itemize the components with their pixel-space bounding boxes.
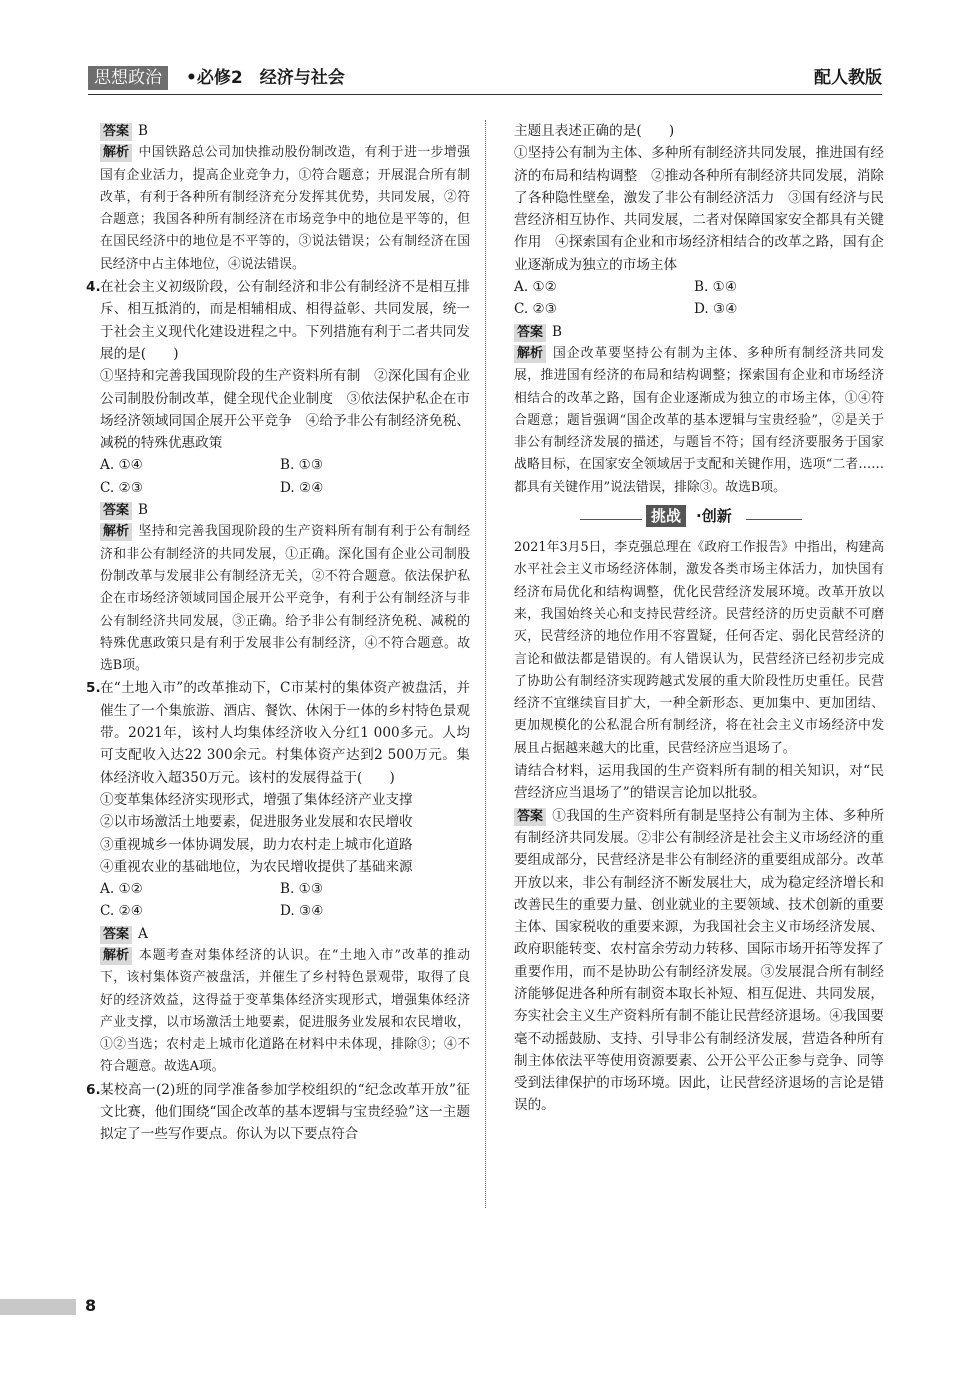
statement-1: ①变革集体经济实现形式，增强了集体经济产业支撑 bbox=[100, 791, 413, 808]
question-4 bbox=[86, 276, 470, 499]
page-header bbox=[88, 64, 882, 95]
answer-value: B bbox=[552, 323, 563, 340]
statement-3: ③重视城乡一体协调发展，助力农村走上城市化道路 bbox=[100, 836, 413, 853]
answer-value: B bbox=[138, 123, 149, 139]
option-a: A. ①② bbox=[100, 881, 143, 898]
question-stem: 在“土地入市”的改革推动下，C市某村的集体资产被盘活，并催生了一个集旅游、酒店、餐饮、休闲于一体的乡村特色景观带。2021年，该村人均集体经济收入分红1 000多元。人均可支配收入达22 300余元。村集体资产达到2 500万元。集体经济收入超350万元。该村的发展得益于( ) bbox=[100, 680, 470, 786]
analysis-text: 本题考查对集体经济的认识。在“土地入市”改革的推动下，该村集体资产被盘活，并催生了乡村特色景观带，取得了良好的经济效益，这得益于变革集体经济实现形式，增强集体经济产业支撑，以市场激活土地要素，促进服务业发展和农民增收，①②当选；农村走上城市化道路在材料中未体现，排除③；④不符合题意。故选A项。 bbox=[100, 947, 470, 1075]
header-rule-right bbox=[746, 519, 802, 520]
challenge-section-header bbox=[514, 503, 884, 533]
answer-tag: 答案 bbox=[100, 502, 132, 520]
answer-tag: 答案 bbox=[100, 926, 132, 944]
q6-answer bbox=[514, 321, 884, 343]
options-row bbox=[514, 276, 884, 298]
options-row bbox=[514, 298, 884, 320]
question-number: 4. bbox=[86, 279, 101, 296]
q4-answer bbox=[86, 499, 470, 521]
q6-items: ①坚持公有制为主体、多种所有制经济共同发展，推进国有经济的布局和结构调整 ②推动各种所有制经济共同发展，消除了各种隐性壁垒，激发了非公有制经济活力 ③国有经济与民营经济相互协作、共同发展，二者对保障国家安全都具有关键作用 ④探索国有企业和市场经济相结合的改革之路，国有企业逐渐成为独立的市场主体 bbox=[514, 145, 884, 273]
q5-answer bbox=[86, 923, 470, 945]
statement-2: ②以市场激活土地要素，促进服务业发展和农民增收 bbox=[100, 814, 413, 831]
q6-stem-end: 主题且表述正确的是( ) bbox=[514, 123, 675, 139]
innovation-label: ·创新 bbox=[696, 507, 732, 526]
analysis-tag: 解析 bbox=[100, 947, 132, 965]
question-number: 5. bbox=[86, 680, 101, 697]
challenge-badge: 挑战 bbox=[646, 505, 686, 527]
question-6 bbox=[86, 1079, 470, 1146]
answer-text: ①我国的生产资料所有制是坚持公有制为主体、多种所有制经济共同发展。②非公有制经济是社会主义市场经济的重要组成部分，民营经济是非公有制经济的重要组成部分。改革开放以来，非公有制经济不断发展壮大，成为稳定经济增长和改善民生的重要力量、创业就业的主要领域、技术创新的重要主体、国家税收的重要来源，为我国社会主义市场经济发展、政府职能转变、农村富余劳动力转移、国际市场开拓等发挥了重要作用，而不是协助公有制经济发展。③发展混合所有制经济能够促进各种所有制资本取长补短、相互促进、共同发展，夯实社会主义生产资料所有制不能让民营经济退场。④我国要毫不动摇鼓励、支持、引导非公有制经济发展，营造各种所有制主体依法平等使用资源要素、公开公平公正参与竞争、同等受到法律保护的市场环境。因此，让民营经济退场的言论是错误的。 bbox=[514, 807, 884, 1114]
q3-analysis bbox=[86, 142, 470, 276]
option-c: C. ②③ bbox=[514, 301, 557, 318]
subject-badge: 思想政治 bbox=[88, 66, 168, 90]
question-stem: 某校高一(2)班的同学准备参加学校组织的“纪念改革开放”征文比赛，他们围绕“国企改革的基本逻辑与宝贵经验”这一主题拟定了一些写作要点。你认为以下要点符合 bbox=[100, 1081, 470, 1143]
statement-4: ④重视农业的基础地位，为农民增收提供了基础来源 bbox=[100, 858, 413, 875]
options-row bbox=[100, 477, 470, 499]
challenge-material: 2021年3月5日，李克强总理在《政府工作报告》中指出，构建高水平社会主义市场经济体制，激发各类市场主体活力，加快国有经济布局优化和结构调整，优化民营经济发展环境。改革开放以来，我国始终关心和支持民营经济。民营经济的历史贡献不可磨灭，民营经济的地位作用不容置疑，任何否定、弱化民营经济的言论和做法都是错误的。有人错误认为，民营经济已经初步完成了协助公有制经济实现跨越式发展的重大阶段性历史重任。民营经济不宜继续盲目扩大，一种全新形态、更加集中、更加团结、更加规模化的公私混合所有制经济，将在社会主义市场经济中发展且占据越来越大的比重，民营经济应当退场了。 bbox=[514, 540, 884, 756]
option-d: D. ②④ bbox=[280, 479, 324, 496]
option-c: C. ②④ bbox=[100, 903, 143, 920]
q4-analysis bbox=[86, 521, 470, 677]
answer-tag: 答案 bbox=[514, 324, 546, 342]
q3-answer bbox=[86, 120, 470, 142]
option-b: B. ①④ bbox=[694, 279, 738, 296]
question-5 bbox=[86, 677, 470, 922]
analysis-tag: 解析 bbox=[514, 345, 546, 363]
analysis-text: 中国铁路总公司加快推动股份制改造，有利于进一步增强国有企业活力，提高企业竞争力，①符合题意；开展混合所有制改革，有利于各种所有制经济充分发挥其优势，共同发展，②符合题意；我国各种所有制经济在市场竞争中的地位是平等的，但在国民经济中的地位是不平等的，③说法错误；公有制经济在国民经济中占主体地位，④说法错误。 bbox=[100, 145, 470, 272]
page-number: 8 bbox=[85, 1296, 97, 1315]
answer-value: B bbox=[138, 502, 149, 519]
analysis-tag: 解析 bbox=[100, 523, 132, 541]
analysis-text: 国企改革要坚持公有制为主体、多种所有制经济共同发展，推进国有经济的布局和结构调整；探索国有企业和市场经济相结合的改革之路，国有企业逐渐成为独立的市场主体，①④符合题意；题旨强调“国企改革的基本逻辑与宝贵经验”，②是关于非公有制经济发展的描述，与题旨不符；国有经济要服务于国家战略目标，在国家安全领域居于支配和关键作用，选项“二者……都具有关键作用”说法错误，排除③。故选B项。 bbox=[514, 345, 884, 495]
option-c: C. ②③ bbox=[100, 479, 143, 496]
q5-analysis bbox=[86, 945, 470, 1079]
analysis-text: 坚持和完善我国现阶段的生产资料所有制有利于公有制经济和非公有制经济的共同发展，①正确。深化国有企业公司制股份制改革与发展非公有制经济无关，②不符合题意。依法保护私企在市场经济领域同国企展开公平竞争，有利于公有制经济与非公有制经济共同发展，③正确。给予非公有制经济免税、减税的特殊优惠政策只是有利于发展非公有制经济，④不符合题意。故选B项。 bbox=[100, 524, 470, 674]
option-b: B. ①③ bbox=[280, 457, 324, 474]
option-d: D. ③④ bbox=[694, 301, 738, 318]
option-d: D. ③④ bbox=[280, 903, 324, 920]
option-a: A. ①② bbox=[514, 279, 557, 296]
column-divider bbox=[485, 120, 486, 1208]
footer-bar bbox=[0, 1299, 76, 1315]
options-row bbox=[100, 454, 470, 476]
challenge-answer bbox=[514, 805, 884, 1117]
option-a: A. ①④ bbox=[100, 457, 143, 474]
header-rule-left bbox=[580, 519, 642, 520]
answer-tag: 答案 bbox=[514, 808, 546, 826]
option-b: B. ①③ bbox=[280, 881, 324, 898]
edition-label: 配人教版 bbox=[814, 68, 882, 88]
question-stem: 在社会主义初级阶段，公有制经济和非公有制经济不是相互排斥、相互抵消的，而是相辅相成、相得益彰、共同发展，统一于社会主义现代化建设进程之中。下列措施有利于二者共同发展的是( ) bbox=[100, 279, 470, 362]
options-row bbox=[100, 900, 470, 922]
q6-analysis bbox=[514, 343, 884, 499]
course-title: •必修2 经济与社会 bbox=[186, 68, 345, 88]
analysis-tag: 解析 bbox=[100, 144, 132, 162]
left-column bbox=[86, 120, 470, 1146]
options-row bbox=[100, 878, 470, 900]
question-items: ①坚持和完善我国现阶段的生产资料所有制 ②深化国有企业公司制股份制改革，健全现代企业制度 ③依法保护私企在市场经济领域同国企展开公平竞争 ④给予非公有制经济免税、减税的特殊优惠政策 bbox=[100, 368, 470, 452]
question-number: 6. bbox=[86, 1081, 101, 1098]
challenge-question: 请结合材料，运用我国的生产资料所有制的相关知识，对“民营经济应当退场了”的错误言论加以批驳。 bbox=[514, 763, 884, 802]
answer-value: A bbox=[138, 925, 148, 942]
answer-tag: 答案 bbox=[100, 123, 132, 141]
right-column bbox=[514, 120, 884, 1117]
